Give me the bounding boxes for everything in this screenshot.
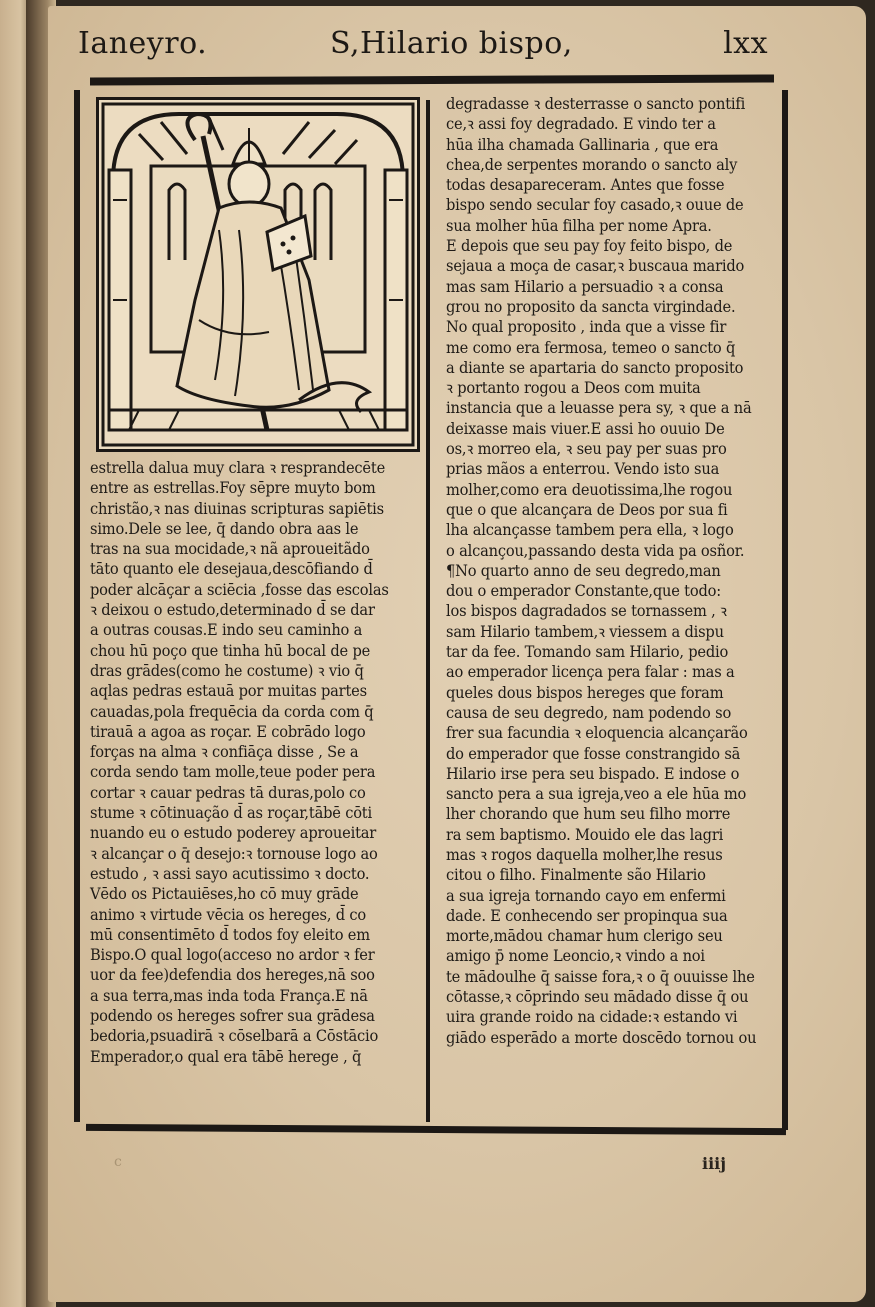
text-line: poder alcāçar a sciēcia ,fosse das escolas <box>90 580 389 599</box>
text-line: aqlas pedras estauā por muitas partes <box>90 682 367 701</box>
header-title: S,Hilario bispo, <box>330 26 573 61</box>
text-line: hūa ilha chamada Gallinaria , que era <box>446 135 719 154</box>
text-line: uor da fee)defendia dos hereges,nā soo <box>90 966 375 985</box>
left-text-column <box>90 458 413 1067</box>
text-line: ꝛ alcançar o q̄ desejo:ꝛ tornouse logo ao <box>90 844 378 863</box>
saint-hilary-woodcut <box>96 97 420 452</box>
text-line: me como era fermosa, temeo o sancto q̄ <box>446 338 736 357</box>
text-line: grou no proposito da sancta virgindade. <box>446 297 736 316</box>
text-line: mū consentimēto d̄ todos foy eleito em <box>90 925 370 944</box>
text-line: sam Hilario tambem,ꝛ viessem a dispu <box>446 622 724 641</box>
text-line: ꝛ portanto rogou a Deos com muita <box>446 379 701 398</box>
faint-show-through: c <box>114 1154 122 1170</box>
text-line: deixasse mais viuer.E assi ho ouuio De <box>446 419 725 438</box>
text-line: chea,de serpentes morando o sancto aly <box>446 155 738 174</box>
text-line: te mādoulhe q̄ saisse fora,ꝛ o q̄ ouuisse lhe <box>446 967 755 986</box>
text-line: ꝛ deixou o estudo,determinado d̄ se dar <box>90 601 375 620</box>
text-line: tras na sua mocidade,ꝛ nã aproueitãdo <box>90 540 370 559</box>
text-line: Emperador,o qual era tābē herege , q̄ <box>90 1047 362 1066</box>
text-line: cauadas,pola frequēcia da corda com q̄ <box>90 702 374 721</box>
text-line: dras grādes(como he costume) ꝛ vio q̄ <box>90 661 364 680</box>
text-line: podendo os hereges sofrer sua grādesa <box>90 1007 375 1026</box>
text-line: bispo sendo secular foy casado,ꝛ ouue de <box>446 196 744 215</box>
text-line: tirauā a agoa as roçar. E cobrādo logo <box>90 722 366 741</box>
text-line: entre as estrellas.Foy sēpre muyto bom <box>90 479 376 498</box>
text-line: a diante se apartaria do sancto proposito <box>446 358 744 377</box>
text-line: amigo p̄ nome Leoncio,ꝛ vindo a noi <box>446 947 705 966</box>
text-line: a outras cousas.E indo seu caminho a <box>90 621 363 640</box>
text-line: animo ꝛ virtude vēcia os hereges, d̄ co <box>90 905 366 924</box>
text-line: todas desapareceram. Antes que fosse <box>446 176 725 195</box>
text-line: instancia que a leuasse pera sy, ꝛ que a nā <box>446 399 752 418</box>
right-text-column <box>446 94 779 1048</box>
text-line: forças na alma ꝛ confiāça disse , Se a <box>90 743 359 762</box>
text-line: Bispo.O qual logo(acceso no ardor ꝛ fer <box>90 946 375 965</box>
left-rule <box>74 90 80 1122</box>
text-line: christão,ꝛ nas diuinas scripturas sapiētis <box>90 499 384 518</box>
text-line: nuando eu o estudo poderey aproueitar <box>90 824 377 843</box>
text-line: molher,como era deuotissima,lhe rogou <box>446 480 733 499</box>
text-line: ao emperador licença pera falar : mas a <box>446 663 735 682</box>
text-line: frer sua facundia ꝛ eloquencia alcançarão <box>446 724 748 743</box>
text-line: degradasse ꝛ desterrasse o sancto pontifi <box>446 95 746 113</box>
text-line: No qual proposito , inda que a visse fir <box>446 318 727 337</box>
running-header <box>78 26 768 66</box>
text-line: uira grande roido na cidade:ꝛ estando vi <box>446 1008 738 1027</box>
text-line: sancto pera a sua igreja,veo a ele hūa mo <box>446 785 747 804</box>
text-line: ra sem baptismo. Mouido ele das lagri <box>446 825 724 844</box>
text-line: prias mãos a enterrou. Vendo isto sua <box>446 460 720 479</box>
text-line: lha alcançasse tambem pera ella, ꝛ logo <box>446 521 734 540</box>
text-line: sejaua a moça de casar,ꝛ buscaua marido <box>446 257 745 276</box>
text-line: do emperador que fosse constrangido sā <box>446 744 741 763</box>
folio-number: lxx <box>723 26 768 61</box>
text-line: bedoria,psuadirā ꝛ cōselbarā a Cōstācio <box>90 1027 379 1046</box>
text-line: giādo esperādo a morte doscēdo tornou ou <box>446 1028 757 1047</box>
text-line: cortar ꝛ cauar pedras tā duras,polo co <box>90 783 366 802</box>
text-line: o alcançou,passando desta vida pa osñor. <box>446 541 745 560</box>
text-line: ¶No quarto anno de seu degredo,man <box>446 561 721 580</box>
header-month: Ianeyro. <box>78 26 208 61</box>
text-line: a sua terra,mas inda toda França.E nā <box>90 986 368 1005</box>
text-line: ce,ꝛ assi foy degradado. E vindo ter a <box>446 115 716 134</box>
text-line: Vēdo os Pictauiēses,ho cō muy grāde <box>90 885 359 904</box>
right-rule <box>782 90 788 1130</box>
text-line: los bispos dagradados se tornassem , ꝛ <box>446 602 727 621</box>
bishop-figure-icon <box>99 100 417 449</box>
text-line: Hilario irse pera seu bispado. E indose o <box>446 764 740 783</box>
text-line: causa de seu degredo, nam podendo so <box>446 703 732 722</box>
text-line: estrella dalua muy clara ꝛ resprandecēte <box>90 459 386 477</box>
text-line: chou hū poço que tinha hū bocal de pe <box>90 641 371 660</box>
text-line: E depois que seu pay foy feito bispo, de <box>446 237 733 256</box>
text-line: cōtasse,ꝛ cōprindo seu mādado disse q̄ ou <box>446 988 749 1007</box>
text-line: morte,mādou chamar hum clerigo seu <box>446 927 723 946</box>
signature-mark: iiij <box>702 1154 727 1173</box>
text-line: estudo , ꝛ assi sayo acutissimo ꝛ docto. <box>90 864 370 883</box>
text-line: dade. E conhecendo ser propinqua sua <box>446 906 728 925</box>
text-line: dou o emperador Constante,que todo: <box>446 582 722 601</box>
text-line: a sua igreja tornando cayo em enfermi <box>446 886 726 905</box>
text-line: simo.Dele se lee, q̄ dando obra aas le <box>90 519 359 538</box>
text-line: que o que alcançara de Deos por sua fi <box>446 500 728 519</box>
text-line: lher chorando que hum seu filho morre <box>446 805 731 824</box>
text-line: tāto quanto ele desejaua,descōfiando d̄ <box>90 560 373 579</box>
text-line: sua molher hūa filha per nome Apra. <box>446 216 712 235</box>
text-line: tar da fee. Tomando sam Hilario, pedio <box>446 643 729 662</box>
text-line: corda sendo tam molle,teue poder pera <box>90 763 376 782</box>
text-line: stume ꝛ cōtinuação d̄ as roçar,tābē cōti <box>90 804 372 823</box>
text-line: mas sam Hilario a persuadio ꝛ a consa <box>446 277 724 296</box>
text-line: queles dous bispos hereges que foram <box>446 683 724 702</box>
text-line: citou o filho. Finalmente são Hilario <box>446 866 706 885</box>
middle-rule <box>426 100 430 1122</box>
text-line: mas ꝛ rogos daquella molher,lhe resus <box>446 845 723 864</box>
text-line: os,ꝛ morreo ela, ꝛ seu pay per suas pro <box>446 440 727 459</box>
